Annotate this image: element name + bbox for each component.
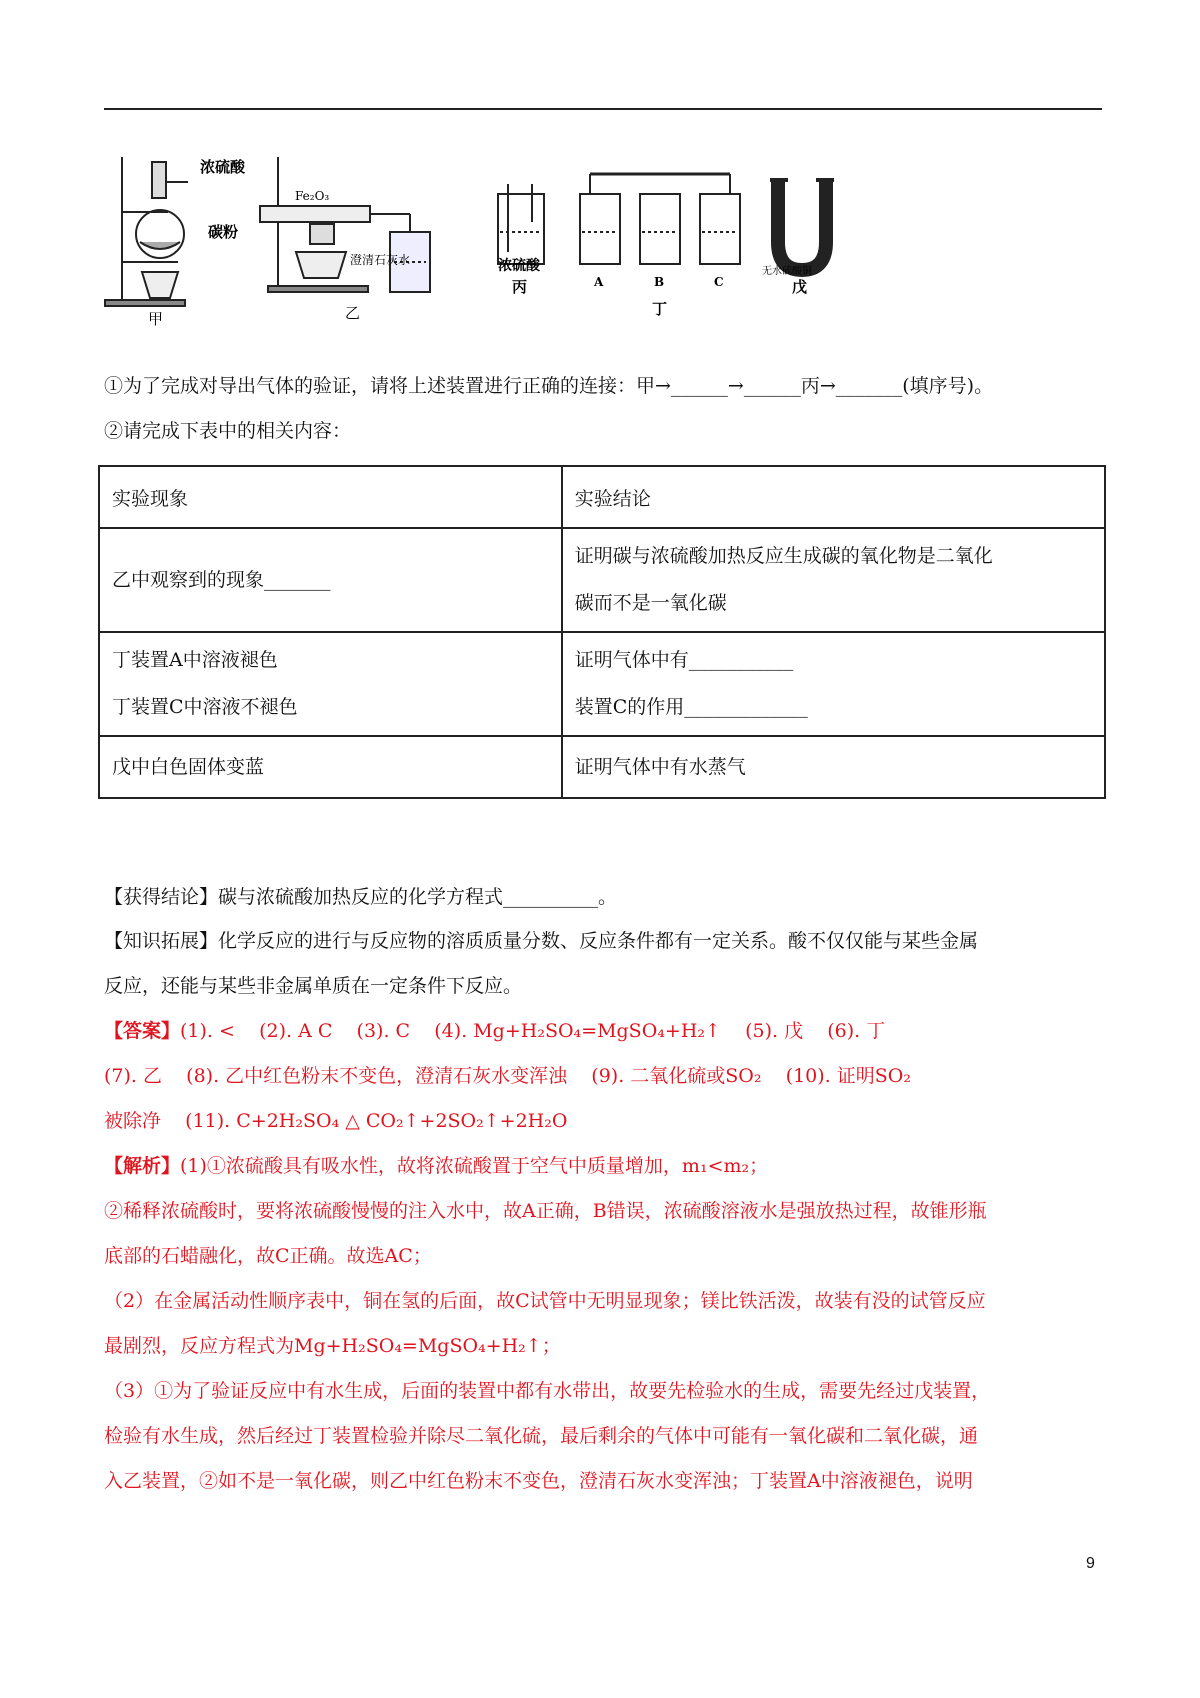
row2-conclusion-line1: 证明气体中有___________ (574, 649, 794, 671)
jia-carbon-label: 碳粉 (208, 223, 239, 241)
conclusion-text: 碳与浓硫酸加热反应的化学方程式__________。 (218, 886, 618, 908)
analysis-line3: 底部的石蜡融化，故C正确。故选AC； (104, 1245, 432, 1267)
row1-conclusion-line1: 证明碳与浓硫酸加热反应生成碳的氧化物是二氧化 (574, 545, 993, 567)
conclusion-label: 【获得结论】 (104, 886, 219, 908)
answer-line1 (104, 1016, 885, 1046)
row2-phenomenon-line2: 丁装置C中溶液不褪色 (112, 696, 298, 718)
page-number: 9 (1086, 1555, 1095, 1572)
apparatus-figure (100, 152, 1000, 352)
question-1: ①为了完成对导出气体的验证，请将上述装置进行正确的连接：甲→______→______丙→_______(填序号)。 (104, 375, 994, 397)
table-row (99, 528, 1105, 632)
row3-conclusion (562, 736, 1105, 798)
experiment-table (98, 465, 1106, 799)
ding-bottle-a: A (594, 275, 604, 289)
jia-label: 甲 (148, 310, 164, 328)
yi-reagent-label: Fe₂O₃ (295, 189, 330, 203)
analysis-line2: ②稀释浓硫酸时，要将浓硫酸慢慢的注入水中，故A正确，B错误，浓硫酸溶液水是强放热过程，故锥形瓶 (104, 1200, 987, 1222)
yi-limewater-label: 澄清石灰水 (350, 253, 411, 267)
row2-phenomenon-line1: 丁装置A中溶液褪色 (112, 649, 278, 671)
header-phenomenon: 实验现象 (99, 466, 562, 528)
row1-phenomenon-line1: 乙中观察到的现象_______ (112, 568, 331, 591)
row3-phenomenon (99, 736, 562, 798)
bing-content-label: 浓硫酸 (498, 258, 540, 274)
row3-phenomenon-line1: 戊中白色固体变蓝 (112, 755, 265, 778)
row3-conclusion-line1: 证明气体中有水蒸气 (574, 755, 746, 778)
header-rule (104, 108, 1102, 110)
question-2: ②请完成下表中的相关内容： (104, 420, 352, 442)
extension-line1 (104, 926, 978, 956)
answer-line2: (7). 乙 (8). 乙中红色粉末不变色，澄清石灰水变浑浊 (9). 二氧化硫或SO₂ (10). 证明SO₂ (104, 1065, 911, 1087)
row1-conclusion-line2: 碳而不是一氧化碳 (574, 592, 727, 614)
extension-label: 【知识拓展】 (104, 930, 219, 952)
apparatus-bing (498, 184, 544, 264)
apparatus-wu (770, 180, 834, 270)
extension-line2: 反应，还能与某些非金属单质在一定条件下反应。 (104, 975, 523, 997)
yi-label: 乙 (345, 304, 361, 322)
analysis-label: 【解析】 (104, 1155, 181, 1177)
table-row (99, 632, 1105, 736)
ding-bottle-b: B (654, 275, 665, 289)
analysis-line8: 入乙装置，②如不是一氧化碳，则乙中红色粉末不变色，澄清石灰水变浑浊；丁装置A中溶液褪色，说明 (104, 1470, 973, 1492)
ding-bottle-c: C (714, 275, 724, 289)
wu-content-label: 无水硫酸铜 (762, 266, 812, 277)
analysis-line4: （2）在金属活动性顺序表中，铜在氢的后面，故C试管中无明显现象；镁比铁活泼，故装有没的试管反应 (104, 1290, 986, 1312)
wu-label: 戊 (792, 278, 808, 296)
answer-label: 【答案】 (104, 1020, 181, 1042)
answer-line3: 被除净 (11). C+2H₂SO₄ △ CO₂↑+2SO₂↑+2H₂O (104, 1110, 568, 1132)
answer-text-1: (1). < (2). A C (3). C (4). Mg+H₂SO₄=MgSO₄+H₂↑ (5). 戊 (6). 丁 (180, 1020, 886, 1042)
row1-phenomenon (99, 528, 562, 632)
row2-phenomenon (99, 632, 562, 736)
apparatus-ding (580, 174, 740, 264)
analysis-line7: 检验有水生成，然后经过丁装置检验并除尽二氧化硫，最后剩余的气体中可能有一氧化碳和二氧化碳，通 (104, 1425, 979, 1447)
header-conclusion: 实验结论 (562, 466, 1105, 528)
extension-text: 化学反应的进行与反应物的溶质质量分数、反应条件都有一定关系。酸不仅仅能与某些金属 (218, 930, 979, 952)
analysis-text-1: (1)①浓硫酸具有吸水性，故将浓硫酸置于空气中质量增加，m₁<m₂； (180, 1155, 769, 1177)
row2-conclusion-line2: 装置C的作用_____________ (574, 696, 808, 718)
bing-label: 丙 (512, 278, 528, 296)
row1-conclusion (562, 528, 1105, 632)
table-header-row (99, 466, 1105, 528)
row2-conclusion (562, 632, 1105, 736)
conclusion-line (104, 882, 617, 912)
apparatus-jia (105, 157, 188, 306)
analysis-line1 (104, 1151, 768, 1181)
jia-acid-label: 浓硫酸 (200, 158, 246, 176)
ding-label: 丁 (652, 300, 668, 318)
analysis-line6: （3）①为了验证反应中有水生成，后面的装置中都有水带出，故要先检验水的生成，需要先经过戊装置， (104, 1380, 991, 1402)
analysis-line5: 最剧烈，反应方程式为Mg+H₂SO₄=MgSO₄+H₂↑； (104, 1335, 561, 1357)
table-row (99, 736, 1105, 798)
apparatus-yi (260, 157, 430, 292)
